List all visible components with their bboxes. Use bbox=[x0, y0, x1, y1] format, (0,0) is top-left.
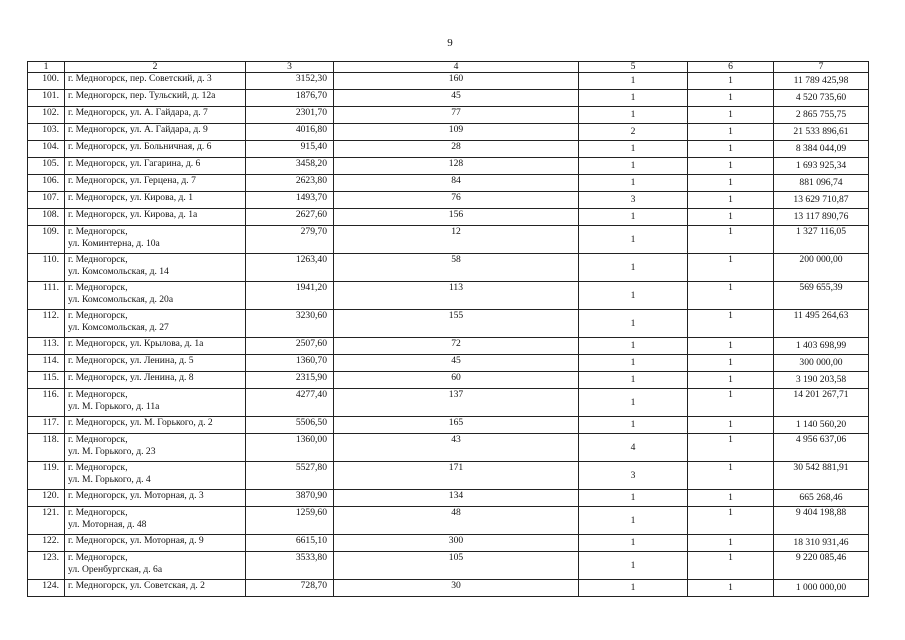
column-4-value: 300 bbox=[334, 535, 579, 552]
column-header: 1 bbox=[28, 62, 65, 73]
column-4-value: 128 bbox=[334, 158, 579, 175]
column-6-value: 1 bbox=[688, 417, 774, 434]
table-row bbox=[28, 535, 869, 552]
address-line: г. Медногорск, ул. Ленина, д. 8 bbox=[68, 372, 194, 383]
column-5-value: 2 bbox=[579, 124, 688, 141]
address-line: г. Медногорск, bbox=[68, 254, 128, 265]
row-number: 105. bbox=[28, 158, 65, 175]
row-number: 120. bbox=[28, 490, 65, 507]
table-row bbox=[28, 355, 869, 372]
address-line: г. Медногорск, bbox=[68, 282, 128, 293]
amount-value: 4 520 735,60 bbox=[774, 90, 869, 107]
address-line: г. Медногорск, ул. Герцена, д. 7 bbox=[68, 175, 196, 186]
address-cell bbox=[65, 338, 246, 355]
address-line: ул. Комсомольская, д. 20а bbox=[68, 294, 174, 305]
address-line: ул. М. Горького, д. 4 bbox=[68, 474, 151, 485]
column-header: 5 bbox=[579, 62, 688, 73]
column-5-value: 1 bbox=[579, 355, 688, 372]
column-4-value: 156 bbox=[334, 209, 579, 226]
address-cell bbox=[65, 355, 246, 372]
area-value: 6615,10 bbox=[246, 535, 334, 552]
address-line: г. Медногорск, ул. Советская, д. 2 bbox=[68, 580, 205, 591]
column-4-value: 109 bbox=[334, 124, 579, 141]
area-value: 3230,60 bbox=[246, 310, 334, 338]
address-line: г. Медногорск, bbox=[68, 310, 128, 321]
address-line: ул. Комсомольская, д. 14 bbox=[68, 266, 169, 277]
column-6-value: 1 bbox=[688, 552, 774, 580]
address-line: г. Медногорск, пер. Тульский, д. 12а bbox=[68, 90, 216, 101]
column-4-value: 171 bbox=[334, 462, 579, 490]
area-value: 728,70 bbox=[246, 580, 334, 597]
area-value: 3458,20 bbox=[246, 158, 334, 175]
amount-value: 1 000 000,00 bbox=[774, 580, 869, 597]
column-5-value: 1 bbox=[579, 580, 688, 597]
column-4-value: 155 bbox=[334, 310, 579, 338]
area-value: 1493,70 bbox=[246, 192, 334, 209]
area-value: 1263,40 bbox=[246, 254, 334, 282]
area-value: 2627,60 bbox=[246, 209, 334, 226]
address-cell bbox=[65, 282, 246, 310]
column-4-value: 77 bbox=[334, 107, 579, 124]
column-5-value: 1 bbox=[579, 507, 688, 535]
column-6-value: 1 bbox=[688, 209, 774, 226]
address-line: г. Медногорск, ул. Больничная, д. 6 bbox=[68, 141, 212, 152]
column-4-value: 76 bbox=[334, 192, 579, 209]
column-4-value: 48 bbox=[334, 507, 579, 535]
area-value: 1360,70 bbox=[246, 355, 334, 372]
amount-value: 18 310 931,46 bbox=[774, 535, 869, 552]
column-6-value: 1 bbox=[688, 107, 774, 124]
column-6-value: 1 bbox=[688, 355, 774, 372]
column-5-value: 3 bbox=[579, 192, 688, 209]
column-6-value: 1 bbox=[688, 310, 774, 338]
area-value: 5527,80 bbox=[246, 462, 334, 490]
table-row bbox=[28, 73, 869, 90]
row-number: 121. bbox=[28, 507, 65, 535]
row-number: 123. bbox=[28, 552, 65, 580]
address-cell bbox=[65, 192, 246, 209]
table-row bbox=[28, 141, 869, 158]
row-number: 124. bbox=[28, 580, 65, 597]
table-row bbox=[28, 490, 869, 507]
row-number: 108. bbox=[28, 209, 65, 226]
amount-value: 1 327 116,05 bbox=[774, 226, 869, 254]
amount-value: 13 117 890,76 bbox=[774, 209, 869, 226]
page-number: 9 bbox=[447, 37, 453, 49]
row-number: 100. bbox=[28, 73, 65, 90]
column-4-value: 60 bbox=[334, 372, 579, 389]
amount-value: 1 693 925,34 bbox=[774, 158, 869, 175]
address-line: г. Медногорск, ул. Кирова, д. 1а bbox=[68, 209, 198, 220]
amount-value: 300 000,00 bbox=[774, 355, 869, 372]
address-cell bbox=[65, 535, 246, 552]
address-line: ул. М. Горького, д. 23 bbox=[68, 446, 156, 457]
address-line: г. Медногорск, пер. Советский, д. 3 bbox=[68, 73, 212, 84]
table-row bbox=[28, 372, 869, 389]
row-number: 111. bbox=[28, 282, 65, 310]
row-number: 119. bbox=[28, 462, 65, 490]
column-5-value: 1 bbox=[579, 107, 688, 124]
column-header: 4 bbox=[334, 62, 579, 73]
table-row bbox=[28, 389, 869, 417]
amount-value: 14 201 267,71 bbox=[774, 389, 869, 417]
address-line: ул. Моторная, д. 48 bbox=[68, 519, 147, 530]
area-value: 279,70 bbox=[246, 226, 334, 254]
row-number: 116. bbox=[28, 389, 65, 417]
row-number: 109. bbox=[28, 226, 65, 254]
column-5-value: 1 bbox=[579, 417, 688, 434]
amount-value: 9 220 085,46 bbox=[774, 552, 869, 580]
area-value: 4016,80 bbox=[246, 124, 334, 141]
column-6-value: 1 bbox=[688, 254, 774, 282]
address-line: г. Медногорск, bbox=[68, 434, 128, 445]
column-4-value: 28 bbox=[334, 141, 579, 158]
header-row bbox=[28, 62, 869, 73]
address-cell bbox=[65, 434, 246, 462]
address-cell bbox=[65, 107, 246, 124]
amount-value: 881 096,74 bbox=[774, 175, 869, 192]
address-line: г. Медногорск, ул. М. Горького, д. 2 bbox=[68, 417, 213, 428]
address-cell bbox=[65, 209, 246, 226]
column-5-value: 1 bbox=[579, 310, 688, 338]
column-5-value: 1 bbox=[579, 226, 688, 254]
column-6-value: 1 bbox=[688, 507, 774, 535]
address-cell bbox=[65, 417, 246, 434]
column-6-value: 1 bbox=[688, 389, 774, 417]
column-6-value: 1 bbox=[688, 490, 774, 507]
column-6-value: 1 bbox=[688, 338, 774, 355]
row-number: 110. bbox=[28, 254, 65, 282]
address-cell bbox=[65, 90, 246, 107]
row-number: 106. bbox=[28, 175, 65, 192]
column-4-value: 58 bbox=[334, 254, 579, 282]
column-6-value: 1 bbox=[688, 462, 774, 490]
row-number: 122. bbox=[28, 535, 65, 552]
area-value: 1941,20 bbox=[246, 282, 334, 310]
amount-value: 21 533 896,61 bbox=[774, 124, 869, 141]
amount-value: 665 268,46 bbox=[774, 490, 869, 507]
address-line: г. Медногорск, ул. А. Гайдара, д. 7 bbox=[68, 107, 208, 118]
row-number: 117. bbox=[28, 417, 65, 434]
column-header: 3 bbox=[246, 62, 334, 73]
area-value: 2301,70 bbox=[246, 107, 334, 124]
column-5-value: 1 bbox=[579, 73, 688, 90]
table-row bbox=[28, 90, 869, 107]
address-line: г. Медногорск, ул. А. Гайдара, д. 9 bbox=[68, 124, 208, 135]
area-value: 2507,60 bbox=[246, 338, 334, 355]
column-6-value: 1 bbox=[688, 282, 774, 310]
column-5-value: 1 bbox=[579, 552, 688, 580]
area-value: 1259,60 bbox=[246, 507, 334, 535]
column-4-value: 105 bbox=[334, 552, 579, 580]
column-5-value: 3 bbox=[579, 462, 688, 490]
column-5-value: 1 bbox=[579, 282, 688, 310]
column-4-value: 12 bbox=[334, 226, 579, 254]
table-row bbox=[28, 209, 869, 226]
column-header: 2 bbox=[65, 62, 246, 73]
address-line: г. Медногорск, bbox=[68, 462, 128, 473]
amount-value: 2 865 755,75 bbox=[774, 107, 869, 124]
column-6-value: 1 bbox=[688, 580, 774, 597]
address-line: г. Медногорск, ул. Ленина, д. 5 bbox=[68, 355, 194, 366]
column-5-value: 1 bbox=[579, 90, 688, 107]
table-row bbox=[28, 282, 869, 310]
area-value: 3152,30 bbox=[246, 73, 334, 90]
row-number: 102. bbox=[28, 107, 65, 124]
column-4-value: 137 bbox=[334, 389, 579, 417]
column-4-value: 160 bbox=[334, 73, 579, 90]
area-value: 3533,80 bbox=[246, 552, 334, 580]
column-6-value: 1 bbox=[688, 90, 774, 107]
row-number: 118. bbox=[28, 434, 65, 462]
column-6-value: 1 bbox=[688, 124, 774, 141]
amount-value: 4 956 637,06 bbox=[774, 434, 869, 462]
column-6-value: 1 bbox=[688, 141, 774, 158]
column-6-value: 1 bbox=[688, 226, 774, 254]
column-6-value: 1 bbox=[688, 192, 774, 209]
column-4-value: 165 bbox=[334, 417, 579, 434]
column-4-value: 134 bbox=[334, 490, 579, 507]
address-line: ул. Оренбургская, д. 6а bbox=[68, 564, 163, 575]
column-5-value: 1 bbox=[579, 175, 688, 192]
column-4-value: 43 bbox=[334, 434, 579, 462]
column-4-value: 84 bbox=[334, 175, 579, 192]
table-row bbox=[28, 254, 869, 282]
table-row bbox=[28, 552, 869, 580]
address-line: г. Медногорск, bbox=[68, 389, 128, 400]
column-5-value: 1 bbox=[579, 209, 688, 226]
column-header: 6 bbox=[688, 62, 774, 73]
amount-value: 30 542 881,91 bbox=[774, 462, 869, 490]
column-4-value: 113 bbox=[334, 282, 579, 310]
area-value: 4277,40 bbox=[246, 389, 334, 417]
address-cell bbox=[65, 310, 246, 338]
table-row bbox=[28, 226, 869, 254]
table-row bbox=[28, 107, 869, 124]
table-row bbox=[28, 507, 869, 535]
address-cell bbox=[65, 552, 246, 580]
address-cell bbox=[65, 175, 246, 192]
column-4-value: 30 bbox=[334, 580, 579, 597]
table-row bbox=[28, 192, 869, 209]
address-line: г. Медногорск, ул. Кирова, д. 1 bbox=[68, 192, 194, 203]
address-line: г. Медногорск, ул. Моторная, д. 9 bbox=[68, 535, 204, 546]
amount-value: 11 789 425,98 bbox=[774, 73, 869, 90]
table-row bbox=[28, 124, 869, 141]
table-row bbox=[28, 434, 869, 462]
amount-value: 569 655,39 bbox=[774, 282, 869, 310]
table-row bbox=[28, 580, 869, 597]
row-number: 115. bbox=[28, 372, 65, 389]
table-row bbox=[28, 158, 869, 175]
column-6-value: 1 bbox=[688, 158, 774, 175]
address-line: г. Медногорск, bbox=[68, 226, 128, 237]
column-6-value: 1 bbox=[688, 535, 774, 552]
area-value: 2315,90 bbox=[246, 372, 334, 389]
column-5-value: 1 bbox=[579, 389, 688, 417]
amount-value: 13 629 710,87 bbox=[774, 192, 869, 209]
address-cell bbox=[65, 507, 246, 535]
table-row bbox=[28, 175, 869, 192]
column-5-value: 1 bbox=[579, 141, 688, 158]
housing-register-table bbox=[27, 61, 869, 597]
address-cell bbox=[65, 490, 246, 507]
row-number: 113. bbox=[28, 338, 65, 355]
area-value: 1360,00 bbox=[246, 434, 334, 462]
amount-value: 1 140 560,20 bbox=[774, 417, 869, 434]
amount-value: 9 404 198,88 bbox=[774, 507, 869, 535]
address-line: г. Медногорск, ул. Крылова, д. 1а bbox=[68, 338, 204, 349]
row-number: 112. bbox=[28, 310, 65, 338]
column-6-value: 1 bbox=[688, 73, 774, 90]
amount-value: 11 495 264,63 bbox=[774, 310, 869, 338]
row-number: 107. bbox=[28, 192, 65, 209]
row-number: 103. bbox=[28, 124, 65, 141]
address-cell bbox=[65, 73, 246, 90]
area-value: 1876,70 bbox=[246, 90, 334, 107]
column-4-value: 72 bbox=[334, 338, 579, 355]
address-cell bbox=[65, 226, 246, 254]
area-value: 5506,50 bbox=[246, 417, 334, 434]
address-line: ул. Коминтерна, д. 10а bbox=[68, 238, 160, 249]
column-5-value: 1 bbox=[579, 535, 688, 552]
address-cell bbox=[65, 254, 246, 282]
address-line: г. Медногорск, ул. Моторная, д. 3 bbox=[68, 490, 204, 501]
address-cell bbox=[65, 462, 246, 490]
address-line: ул. Комсомольская, д. 27 bbox=[68, 322, 169, 333]
table-row bbox=[28, 338, 869, 355]
column-5-value: 1 bbox=[579, 338, 688, 355]
column-5-value: 1 bbox=[579, 254, 688, 282]
address-line: ул. М. Горького, д. 11а bbox=[68, 401, 160, 412]
column-5-value: 1 bbox=[579, 158, 688, 175]
address-cell bbox=[65, 141, 246, 158]
amount-value: 200 000,00 bbox=[774, 254, 869, 282]
address-cell bbox=[65, 124, 246, 141]
amount-value: 1 403 698,99 bbox=[774, 338, 869, 355]
area-value: 2623,80 bbox=[246, 175, 334, 192]
row-number: 104. bbox=[28, 141, 65, 158]
address-cell bbox=[65, 372, 246, 389]
column-header: 7 bbox=[774, 62, 869, 73]
column-4-value: 45 bbox=[334, 355, 579, 372]
table-row bbox=[28, 417, 869, 434]
address-line: г. Медногорск, ул. Гагарина, д. 6 bbox=[68, 158, 201, 169]
address-line: г. Медногорск, bbox=[68, 507, 128, 518]
column-6-value: 1 bbox=[688, 434, 774, 462]
address-line: г. Медногорск, bbox=[68, 552, 128, 563]
column-5-value: 1 bbox=[579, 372, 688, 389]
address-cell bbox=[65, 580, 246, 597]
address-cell bbox=[65, 158, 246, 175]
column-5-value: 4 bbox=[579, 434, 688, 462]
column-5-value: 1 bbox=[579, 490, 688, 507]
amount-value: 3 190 203,58 bbox=[774, 372, 869, 389]
row-number: 114. bbox=[28, 355, 65, 372]
area-value: 915,40 bbox=[246, 141, 334, 158]
column-6-value: 1 bbox=[688, 372, 774, 389]
table-row bbox=[28, 310, 869, 338]
area-value: 3870,90 bbox=[246, 490, 334, 507]
address-cell bbox=[65, 389, 246, 417]
amount-value: 8 384 044,09 bbox=[774, 141, 869, 158]
column-6-value: 1 bbox=[688, 175, 774, 192]
row-number: 101. bbox=[28, 90, 65, 107]
column-4-value: 45 bbox=[334, 90, 579, 107]
table-row bbox=[28, 462, 869, 490]
register-body bbox=[28, 62, 869, 597]
